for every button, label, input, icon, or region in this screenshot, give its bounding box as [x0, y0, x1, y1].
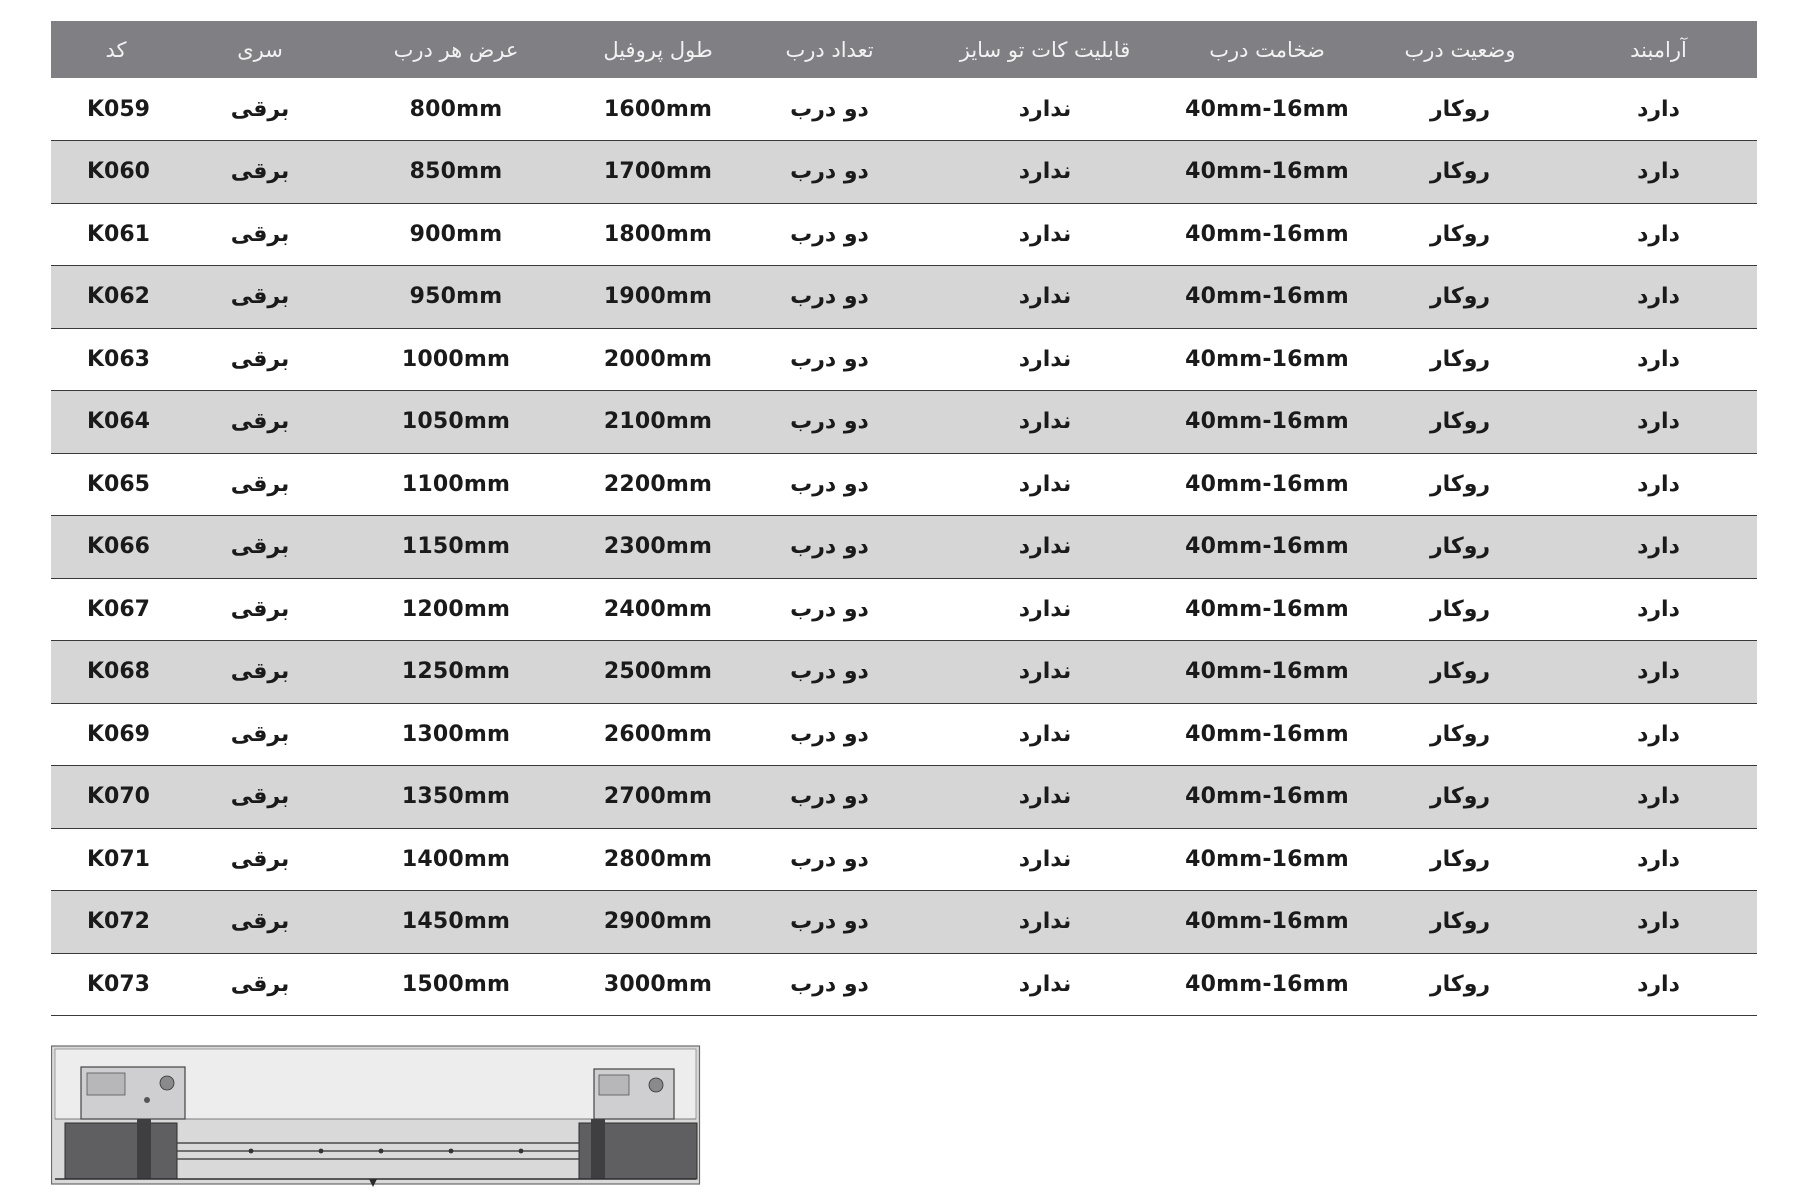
table-header — [51, 21, 1757, 78]
cell-profile-length: 2300mm — [603, 534, 713, 560]
cell-door-thickness: 40mm-16mm — [1185, 96, 1349, 122]
cell-soft-close: دارد — [1637, 471, 1680, 497]
left-motor-gear — [160, 1076, 174, 1090]
cell-series: برقی — [230, 221, 290, 247]
cell-cut-to-size: ندارد — [1018, 846, 1072, 872]
table-row — [51, 891, 1757, 954]
cell-door-count: دو درب — [790, 96, 869, 122]
cell-soft-close: دارد — [1637, 971, 1680, 997]
cell-series: برقی — [230, 721, 290, 747]
cell-series: برقی — [230, 471, 290, 497]
cell-profile-length: 2700mm — [603, 784, 713, 810]
table-row — [51, 453, 1757, 516]
cell-code: K061 — [87, 221, 150, 247]
cell-door-count: دو درب — [790, 534, 869, 560]
header-soft-close: آرامبند — [1630, 37, 1687, 62]
table-row — [51, 328, 1757, 391]
cell-door-thickness: 40mm-16mm — [1185, 784, 1349, 810]
cell-door-count: دو درب — [790, 971, 869, 997]
cell-cut-to-size: ندارد — [1018, 721, 1072, 747]
cell-soft-close: دارد — [1637, 284, 1680, 310]
cell-code: K068 — [87, 659, 150, 685]
cell-code: K060 — [87, 159, 150, 185]
cell-door-status: روکار — [1429, 471, 1491, 497]
right-carriage-bracket — [591, 1119, 605, 1179]
cell-door-status: روکار — [1429, 346, 1491, 372]
cell-door-count: دو درب — [790, 284, 869, 310]
cell-profile-length: 2800mm — [603, 846, 713, 872]
cell-door-status: روکار — [1429, 534, 1491, 560]
cell-door-thickness: 40mm-16mm — [1185, 159, 1349, 185]
cell-door-count: دو درب — [790, 659, 869, 685]
cell-door-count: دو درب — [790, 409, 869, 435]
cell-code: K059 — [87, 96, 150, 122]
cell-soft-close: دارد — [1637, 721, 1680, 747]
cell-door-width: 1450mm — [401, 909, 511, 935]
cell-profile-length: 2500mm — [603, 659, 713, 685]
cell-soft-close: دارد — [1637, 221, 1680, 247]
cell-door-status: روکار — [1429, 159, 1491, 185]
cell-door-thickness: 40mm-16mm — [1185, 909, 1349, 935]
header-door-width: عرض هر درب — [393, 37, 519, 62]
cell-door-count: دو درب — [790, 471, 869, 497]
cell-series: برقی — [230, 159, 290, 185]
cell-cut-to-size: ندارد — [1018, 909, 1072, 935]
cell-door-status: روکار — [1429, 409, 1491, 435]
cell-door-count: دو درب — [790, 909, 869, 935]
cell-door-width: 1100mm — [401, 471, 511, 497]
cell-profile-length: 1900mm — [603, 284, 713, 310]
table-row — [51, 516, 1757, 579]
cell-door-status: روکار — [1429, 221, 1491, 247]
cell-door-width: 800mm — [409, 96, 503, 122]
table-body — [51, 78, 1757, 1016]
header-cut-to-size: قابلیت کات تو سایز — [959, 37, 1131, 62]
cell-door-status: روکار — [1429, 284, 1491, 310]
cell-code: K067 — [87, 596, 150, 622]
cell-door-count: دو درب — [790, 846, 869, 872]
cell-soft-close: دارد — [1637, 96, 1680, 122]
cell-cut-to-size: ندارد — [1018, 159, 1072, 185]
cell-series: برقی — [230, 784, 290, 810]
cell-door-count: دو درب — [790, 159, 869, 185]
header-door-count: تعداد درب — [785, 37, 874, 62]
cell-code: K062 — [87, 284, 150, 310]
cell-door-status: روکار — [1429, 971, 1491, 997]
mechanism-drawing — [51, 1045, 701, 1190]
product-spec-table — [51, 21, 1757, 1016]
cell-soft-close: دارد — [1637, 159, 1680, 185]
right-motor-gear — [649, 1078, 663, 1092]
cell-door-width: 1000mm — [401, 346, 511, 372]
cell-soft-close: دارد — [1637, 846, 1680, 872]
cell-code: K065 — [87, 471, 150, 497]
cell-soft-close: دارد — [1637, 659, 1680, 685]
table-row — [51, 391, 1757, 454]
cell-profile-length: 2400mm — [603, 596, 713, 622]
cell-door-status: روکار — [1429, 846, 1491, 872]
header-door-status: وضعیت درب — [1404, 37, 1516, 62]
cell-code: K070 — [87, 784, 150, 810]
cell-door-width: 1350mm — [401, 784, 511, 810]
header-code: کد — [105, 37, 127, 62]
table-row — [51, 828, 1757, 891]
cell-cut-to-size: ندارد — [1018, 971, 1072, 997]
cell-cut-to-size: ندارد — [1018, 96, 1072, 122]
cell-profile-length: 2600mm — [603, 721, 713, 747]
cell-door-thickness: 40mm-16mm — [1185, 721, 1349, 747]
table-row — [51, 766, 1757, 829]
cell-soft-close: دارد — [1637, 909, 1680, 935]
cell-door-width: 1300mm — [401, 721, 511, 747]
cell-soft-close: دارد — [1637, 534, 1680, 560]
cell-door-width: 950mm — [409, 284, 503, 310]
cell-code: K066 — [87, 534, 150, 560]
cell-door-thickness: 40mm-16mm — [1185, 471, 1349, 497]
cell-soft-close: دارد — [1637, 784, 1680, 810]
cell-door-status: روکار — [1429, 909, 1491, 935]
left-carriage-bracket — [137, 1119, 151, 1179]
cell-code: K071 — [87, 846, 150, 872]
belt-clip — [249, 1149, 254, 1154]
cell-door-width: 1400mm — [401, 846, 511, 872]
cell-series: برقی — [230, 96, 290, 122]
cell-soft-close: دارد — [1637, 409, 1680, 435]
cell-profile-length: 2000mm — [603, 346, 713, 372]
cell-cut-to-size: ندارد — [1018, 471, 1072, 497]
cell-series: برقی — [230, 284, 290, 310]
header-door-thickness: ضخامت درب — [1209, 37, 1325, 62]
cell-code: K069 — [87, 721, 150, 747]
cell-door-width: 900mm — [409, 221, 503, 247]
cell-door-count: دو درب — [790, 596, 869, 622]
cell-profile-length: 2100mm — [603, 409, 713, 435]
belt-clip — [379, 1149, 384, 1154]
table-row — [51, 703, 1757, 766]
cell-profile-length: 1800mm — [603, 221, 713, 247]
cell-door-thickness: 40mm-16mm — [1185, 596, 1349, 622]
cell-cut-to-size: ندارد — [1018, 534, 1072, 560]
belt-clip — [449, 1149, 454, 1154]
cell-series: برقی — [230, 346, 290, 372]
cell-cut-to-size: ندارد — [1018, 784, 1072, 810]
cell-door-status: روکار — [1429, 659, 1491, 685]
cell-door-status: روکار — [1429, 784, 1491, 810]
cell-series: برقی — [230, 971, 290, 997]
cell-door-thickness: 40mm-16mm — [1185, 284, 1349, 310]
cell-profile-length: 2200mm — [603, 471, 713, 497]
table-row — [51, 78, 1757, 141]
table-row — [51, 953, 1757, 1016]
header-profile-length: طول پروفیل — [603, 37, 713, 62]
cell-door-width: 850mm — [409, 159, 503, 185]
cell-door-thickness: 40mm-16mm — [1185, 659, 1349, 685]
cell-cut-to-size: ندارد — [1018, 284, 1072, 310]
cell-door-width: 1250mm — [401, 659, 511, 685]
cell-door-status: روکار — [1429, 96, 1491, 122]
cell-code: K073 — [87, 971, 150, 997]
cell-series: برقی — [230, 596, 290, 622]
cell-door-status: روکار — [1429, 721, 1491, 747]
cell-door-width: 1500mm — [401, 971, 511, 997]
cell-cut-to-size: ندارد — [1018, 409, 1072, 435]
cell-door-thickness: 40mm-16mm — [1185, 346, 1349, 372]
cell-door-width: 1200mm — [401, 596, 511, 622]
left-carriage — [65, 1123, 177, 1179]
belt-clip — [519, 1149, 524, 1154]
cell-cut-to-size: ندارد — [1018, 659, 1072, 685]
cell-cut-to-size: ندارد — [1018, 596, 1072, 622]
table-row — [51, 203, 1757, 266]
cell-code: K063 — [87, 346, 150, 372]
left-motor-bolt — [144, 1097, 150, 1103]
cell-door-status: روکار — [1429, 596, 1491, 622]
cell-profile-length: 3000mm — [603, 971, 713, 997]
cell-profile-length: 1600mm — [603, 96, 713, 122]
cell-soft-close: دارد — [1637, 596, 1680, 622]
table-row — [51, 641, 1757, 704]
cell-door-width: 1150mm — [401, 534, 511, 560]
header-series: سری — [237, 37, 283, 62]
cell-door-thickness: 40mm-16mm — [1185, 971, 1349, 997]
belt-clip — [319, 1149, 324, 1154]
cell-door-thickness: 40mm-16mm — [1185, 409, 1349, 435]
cell-series: برقی — [230, 534, 290, 560]
cell-door-width: 1050mm — [401, 409, 511, 435]
cell-cut-to-size: ندارد — [1018, 346, 1072, 372]
spec-sheet — [51, 21, 1757, 1016]
cell-code: K064 — [87, 409, 150, 435]
sliding-door-mechanism-illustration — [51, 1045, 701, 1190]
cell-series: برقی — [230, 909, 290, 935]
cell-door-count: دو درب — [790, 721, 869, 747]
cell-profile-length: 2900mm — [603, 909, 713, 935]
table-row — [51, 141, 1757, 204]
header-row — [51, 21, 1757, 78]
right-motor-detail — [599, 1075, 629, 1095]
cell-series: برقی — [230, 659, 290, 685]
cell-cut-to-size: ندارد — [1018, 221, 1072, 247]
cell-door-count: دو درب — [790, 784, 869, 810]
left-motor-detail — [87, 1073, 125, 1095]
cell-code: K072 — [87, 909, 150, 935]
cell-door-thickness: 40mm-16mm — [1185, 534, 1349, 560]
cell-door-count: دو درب — [790, 346, 869, 372]
table-row — [51, 266, 1757, 329]
cell-series: برقی — [230, 846, 290, 872]
cell-door-count: دو درب — [790, 221, 869, 247]
table-row — [51, 578, 1757, 641]
cell-profile-length: 1700mm — [603, 159, 713, 185]
cell-series: برقی — [230, 409, 290, 435]
cell-door-thickness: 40mm-16mm — [1185, 221, 1349, 247]
cell-door-thickness: 40mm-16mm — [1185, 846, 1349, 872]
cell-soft-close: دارد — [1637, 346, 1680, 372]
